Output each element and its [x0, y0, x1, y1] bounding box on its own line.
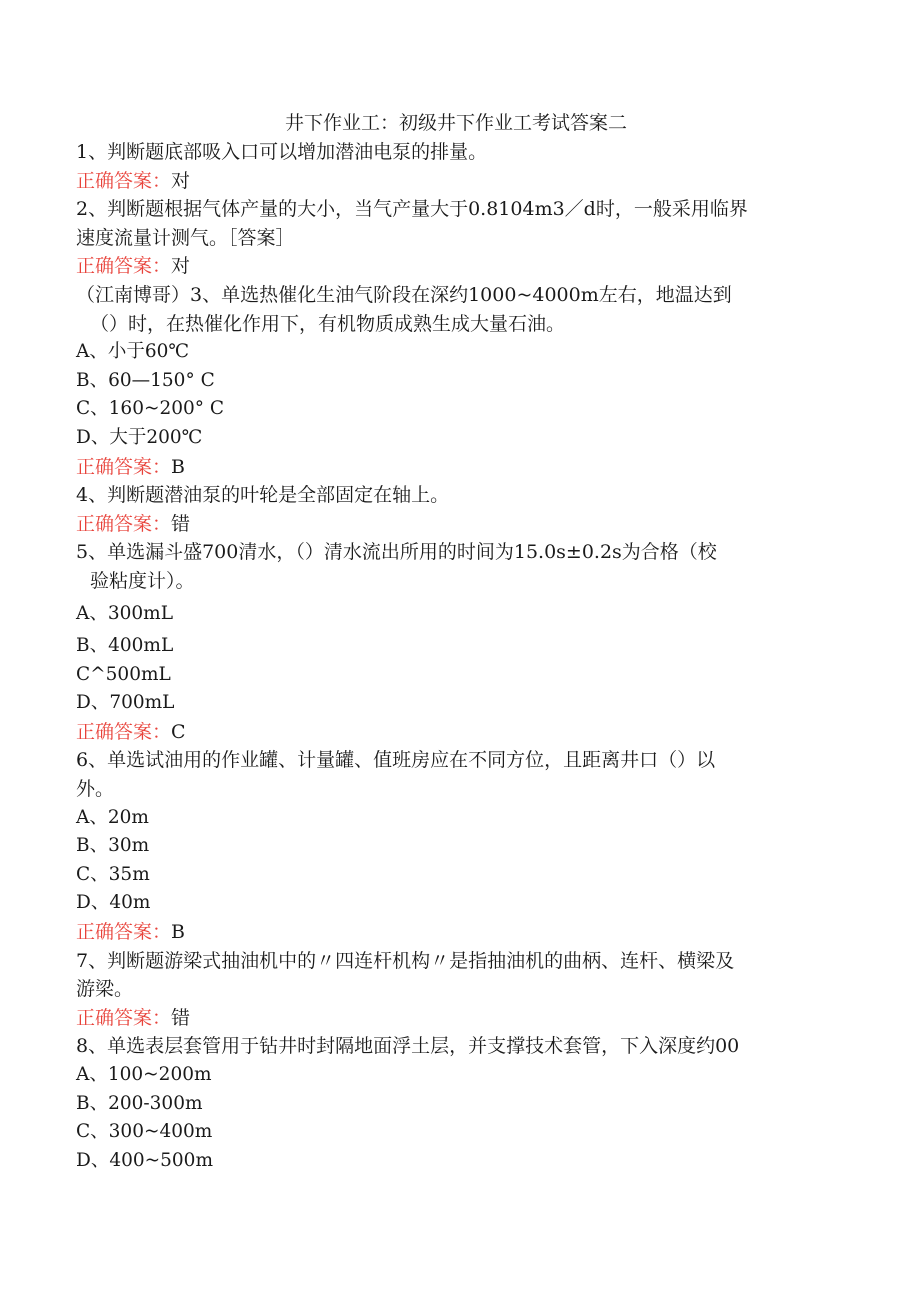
question-4: 4、判断题潜油泵的叶轮是全部固定在轴上。 — [76, 484, 450, 507]
option-3-d: D、大于200℃ — [76, 426, 203, 448]
question-6-line-2: 外。 — [76, 778, 115, 801]
document-body — [76, 108, 836, 1175]
option-5-d: D、700mL — [76, 692, 175, 714]
option-3-a: A、小于60℃ — [76, 341, 190, 363]
option-6-c: C、35m — [76, 863, 150, 885]
option-5-c: C^500mL — [76, 663, 171, 685]
answer-1: 正确答案：对 — [76, 169, 191, 192]
answer-3: 正确答案：B — [76, 455, 185, 478]
answer-2: 正确答案：对 — [76, 255, 191, 278]
answer-6: 正确答案：B — [76, 921, 185, 944]
answer-4: 正确答案：错 — [76, 512, 191, 535]
question-3-line-2: （）时，在热催化作用下，有机物质成熟生成大量石油。 — [90, 312, 566, 335]
option-6-a: A、20m — [76, 806, 149, 828]
answer-7: 正确答案：错 — [76, 1006, 191, 1029]
document-title: 井下作业工：初级井下作业工考试答案二 — [284, 112, 627, 134]
option-8-c: C、300~400m — [76, 1121, 213, 1143]
question-7-line-1: 7、判断题游梁式抽油机中的〃四连杆机构〃是指抽油机的曲柄、连杆、横梁及 — [76, 949, 735, 972]
question-3-line-1: （江南博哥）3、单选热催化生油气阶段在深约1000~4000m左右，地温达到 — [76, 283, 732, 306]
option-5-a: A、300mL — [76, 602, 173, 624]
option-6-d: D、40m — [76, 892, 151, 914]
question-6-line-1: 6、单选试油用的作业罐、计量罐、值班房应在不同方位，且距离井口（）以 — [76, 749, 716, 772]
question-1: 1、判断题底部吸入口可以增加潜油电泵的排量。 — [76, 141, 488, 163]
option-8-d: D、400~500m — [76, 1149, 213, 1171]
option-8-a: A、100~200m — [76, 1064, 212, 1085]
question-7-line-2: 游梁。 — [76, 978, 134, 1001]
option-6-b: B、30m — [76, 835, 150, 857]
question-5-line-2: 验粘度计）。 — [90, 569, 195, 592]
question-8-line-1: 8、单选表层套管用于钻井时封隔地面浮土层，并支撑技术套管，下入深度约00 — [76, 1035, 740, 1058]
option-8-b: B、200-300m — [76, 1092, 203, 1114]
option-3-b: B、60—150° C — [76, 369, 215, 391]
option-3-c: C、160~200° C — [76, 398, 225, 420]
question-5-line-1: 5、单选漏斗盛700清水，（）清水流出所用的时间为15.0s±0.2s为合格（校 — [76, 541, 717, 564]
question-2-line-1: 2、判断题根据气体产量的大小，当气产量大于0.8104m3／d时，一般采用临界 — [76, 198, 748, 221]
answer-5: 正确答案：C — [76, 720, 186, 743]
question-2-line-2: 速度流量计测气。［答案］ — [76, 226, 295, 249]
option-5-b: B、400mL — [76, 635, 174, 657]
